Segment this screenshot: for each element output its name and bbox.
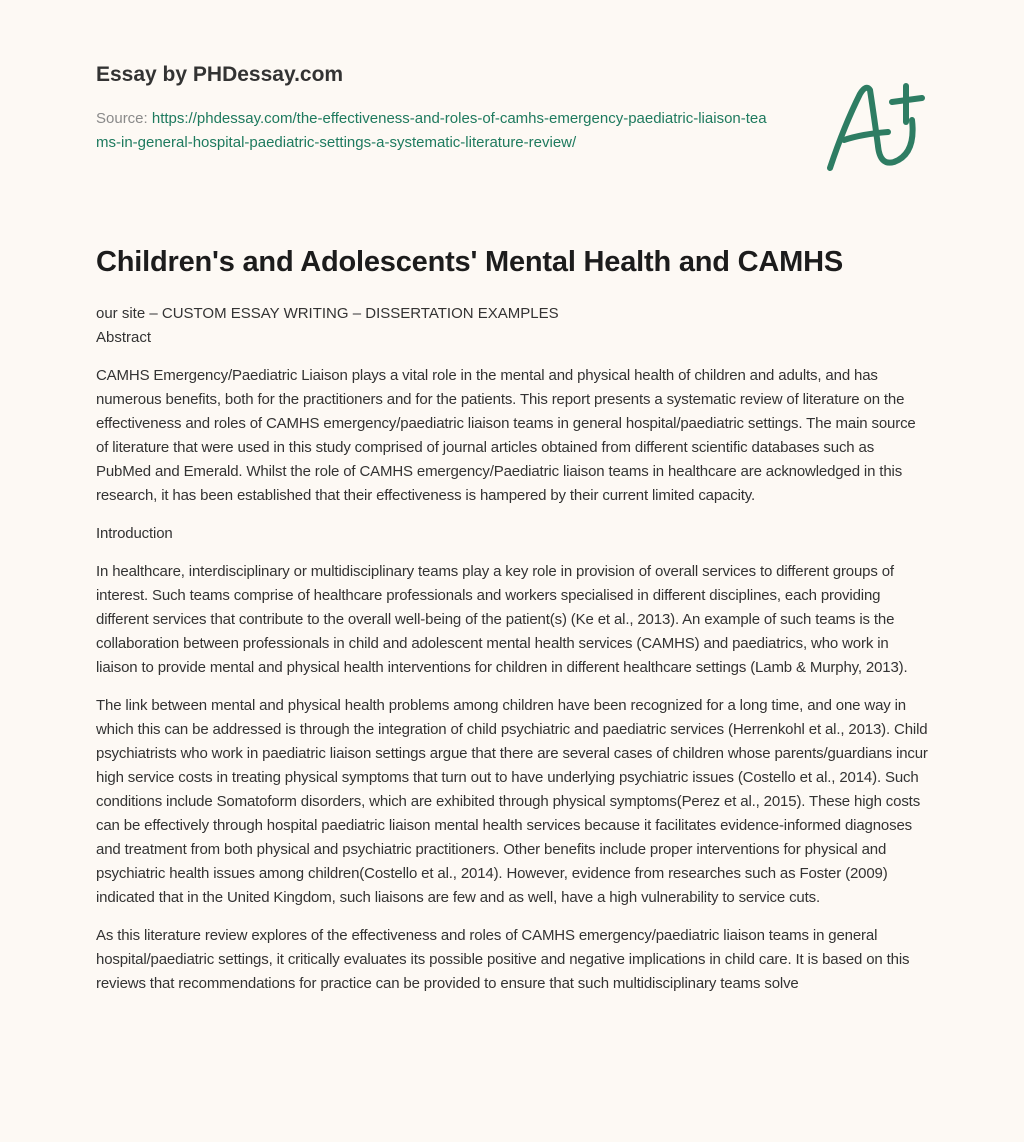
source-label: Source:	[96, 110, 152, 127]
paragraph-intro-1: In healthcare, interdisciplinary or multidisciplinary teams play a key role in provision of overall services to different groups of interest. Such teams comprise of healthcare professionals and workers specialised in different disciplines, each providing different services that contribute to the overall well-being of the patient(s) (Ke et al., 2013). An example of such teams is the collaboration between professionals in child and adolescent mental health services (CAMHS) and paediatrics, who work in liaison to provide mental and physical health interventions for children in different healthcare settings (Lamb & Murphy, 2013).	[96, 563, 908, 676]
page-header	[0, 0, 1024, 190]
introduction-heading: Introduction	[96, 525, 173, 542]
paragraph-intro-2: The link between mental and physical health problems among children have been recognized for a long time, and one way in which this can be addressed is through the integration of child psychiatric and paediatric services (Herrenkohl et al., 2013). Child psychiatrists who work in paediatric liaison settings argue that there are several cases of children whose parents/guardians incur high service costs in treating physical symptoms that turn out to have underlying psychiatric issues (Costello et al., 2014). Such conditions include Somatoform disorders, which are exhibited through physical symptoms(Perez et al., 2015). These high costs can be effectively through hospital paediatric liaison mental health services because it facilitates evidence-informed diagnoses and treatment from both physical and psychiatric practitioners. Other benefits include proper interventions for physical and psychiatric health issues among children(Costello et al., 2014). However, evidence from researches such as Foster (2009) indicated that in the United Kingdom, such liaisons are few and as well, have a high vulnerability to service cuts.	[96, 697, 928, 906]
a-plus-grade-icon	[822, 76, 932, 176]
abstract-heading: Abstract	[96, 329, 152, 346]
site-title: Essay by PHDessay.com	[96, 63, 344, 86]
paragraph-abstract: CAMHS Emergency/Paediatric Liaison plays a vital role in the mental and physical health of children and adults, and has numerous benefits, both for the practitioners and for the patients. This report presents a systematic review of literature on the effectiveness and roles of CAMHS emergency/paediatric liaison teams in general hospital/paediatric settings. The main source of literature that were used in this study comprised of journal articles obtained from different scientific databases such as PubMed and Emerald. Whilst the role of CAMHS emergency/Paediatric liaison teams in healthcare are acknowledged in this research, it has been established that their effectiveness is hampered by their current limited capacity.	[96, 367, 916, 504]
site-tagline: our site – CUSTOM ESSAY WRITING – DISSERTATION EXAMPLES	[96, 305, 559, 322]
essay-content	[0, 244, 1024, 996]
essay-title: Children's and Adolescents' Mental Health and CAMHS	[96, 246, 843, 278]
source-line	[96, 107, 776, 155]
source-link[interactable]: https://phdessay.com/the-effectiveness-and-roles-of-camhs-emergency-paediatric-liaison-teams-in-general-hospital-paediatric-settings-a-systematic-literature-review/	[96, 110, 767, 151]
paragraph-intro-3: As this literature review explores of the effectiveness and roles of CAMHS emergency/paediatric liaison teams in general hospital/paediatric settings, it critically evaluates its possible positive and negative implications in child care. It is based on this reviews that recommendations for practice can be provided to ensure that such multidisciplinary teams solve	[96, 927, 910, 992]
